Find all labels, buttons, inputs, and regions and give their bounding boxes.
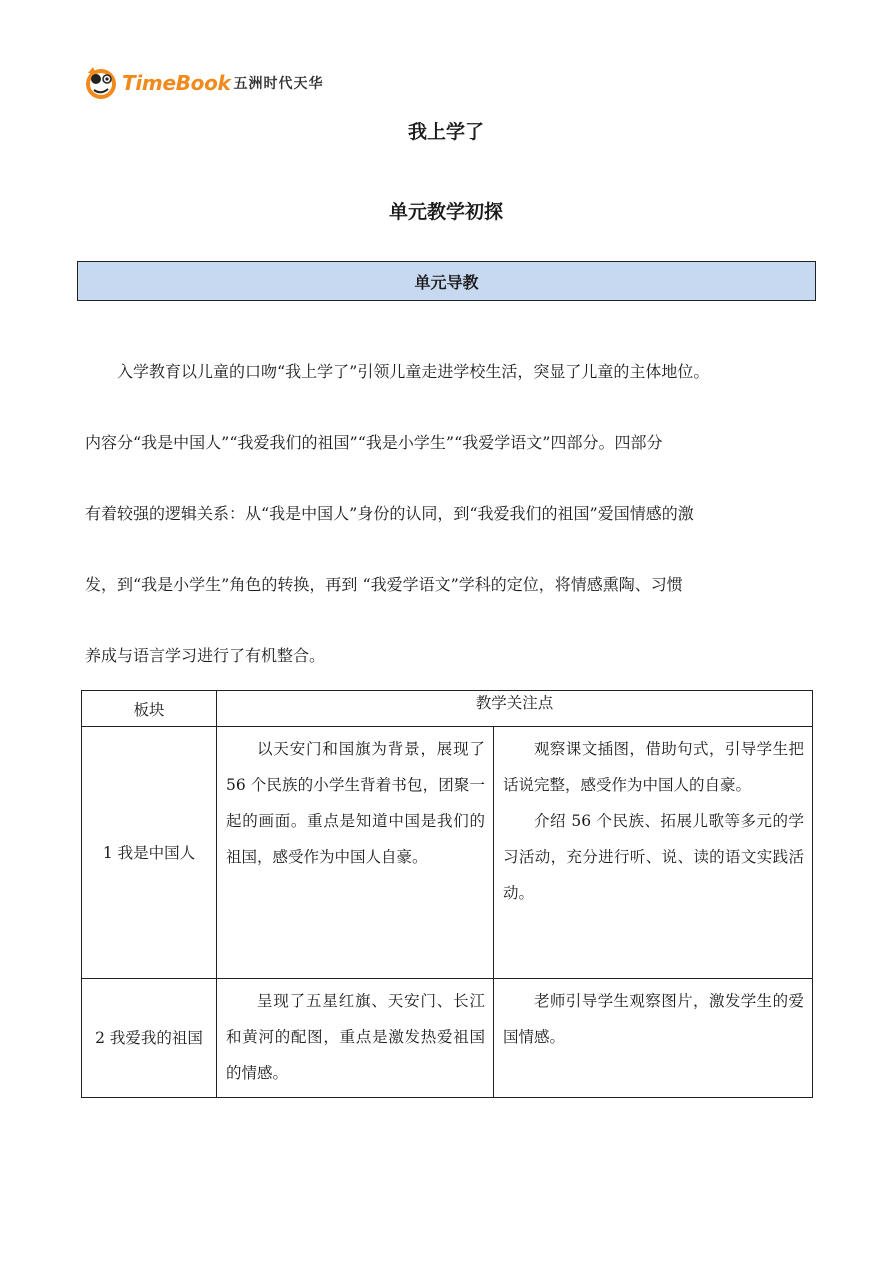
focus-cell [494, 979, 813, 1098]
table-row [82, 727, 813, 979]
block-cell [82, 979, 217, 1098]
intro-line: 内容分“我是中国人”“我爱我们的祖国”“我是小学生”“我爱学语文”四部分。四部分 [85, 433, 663, 452]
header-block: 板块 [82, 691, 217, 727]
block-cell [82, 727, 217, 979]
focus-text: 老师引导学生观察图片，激发学生的爱国情感。 [503, 992, 804, 1046]
content-cell [217, 727, 494, 979]
table-row [82, 979, 813, 1098]
section-banner [77, 261, 816, 301]
intro-line: 发，到“我是小学生”角色的转换，再到 “我爱学语文”学科的定位，将情感熏陶、习惯 [85, 575, 683, 594]
timebook-logo [84, 64, 324, 102]
content-text: 呈现了五星红旗、天安门、长江和黄河的配图，重点是激发热爱祖国的情感。 [226, 992, 485, 1082]
page-title: 我上学了 [407, 121, 484, 143]
logo-brand: TimeBook [122, 71, 231, 95]
table-header-row [82, 691, 813, 727]
section-title: 单元导教 [414, 272, 479, 292]
content-cell [217, 979, 494, 1098]
block-name: 2 我爱我的祖国 [95, 1029, 203, 1047]
header-focus: 教学关注点 [217, 691, 813, 727]
page-subtitle: 单元教学初探 [388, 201, 503, 223]
intro-line: 入学教育以儿童的口吻“我上学了”引领儿童走进学校生活，突显了儿童的主体地位。 [117, 362, 710, 381]
intro-paragraph [85, 336, 813, 691]
logo-brand-cn: 五洲时代天华 [233, 76, 324, 92]
content-text: 以天安门和国旗为背景，展现了 56 个民族的小学生背着书包，团聚一起的画面。重点是知道中国是我们的祖国，感受作为中国人自豪。 [226, 740, 485, 866]
block-name: 1 我是中国人 [102, 843, 196, 862]
teaching-table [81, 690, 813, 1098]
mascot-icon [84, 65, 118, 101]
focus-text: 介绍 56 个民族、拓展儿歌等多元的学习活动，充分进行听、说、读的语文实践活动。 [503, 812, 804, 902]
intro-line: 有着较强的逻辑关系：从“我是中国人”身份的认同，到“我爱我们的祖国”爱国情感的激 [85, 504, 694, 523]
focus-text: 观察课文插图，借助句式，引导学生把话说完整，感受作为中国人的自豪。 [503, 740, 804, 794]
intro-line: 养成与语言学习进行了有机整合。 [85, 646, 326, 665]
focus-cell [494, 727, 813, 979]
